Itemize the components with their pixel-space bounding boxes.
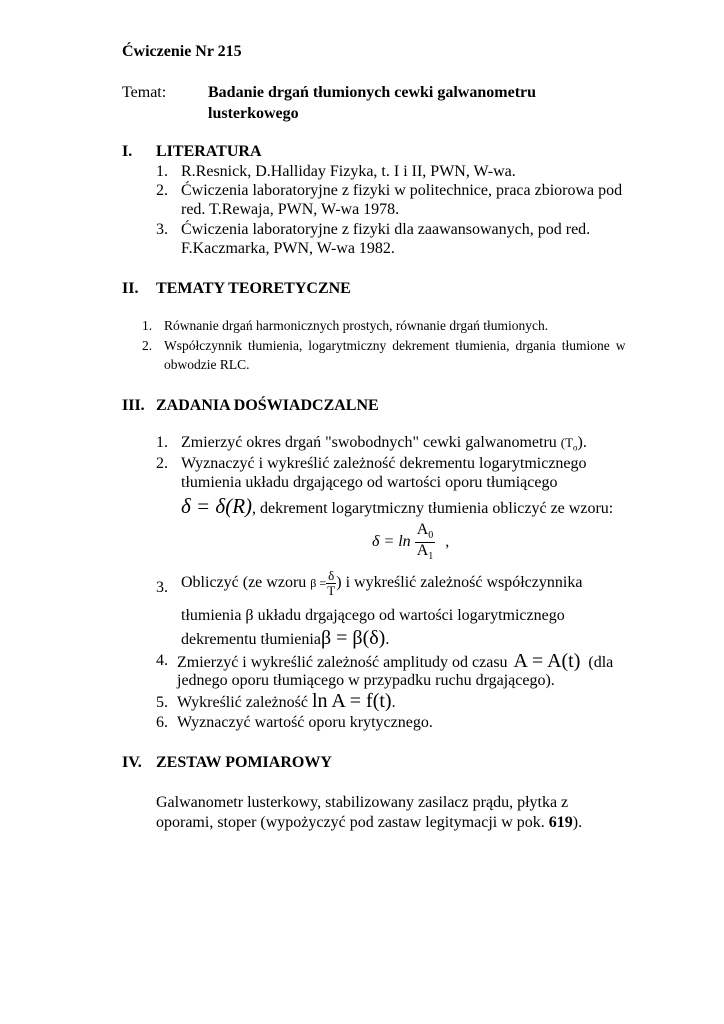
task-1-end: ). bbox=[577, 434, 587, 451]
task-2-line-3 bbox=[181, 494, 613, 519]
beta-fraction-numerator: δ bbox=[328, 568, 335, 583]
theory-item-1-number: 1. bbox=[142, 318, 153, 333]
task-5-end: . bbox=[391, 694, 396, 711]
task-3-end: . bbox=[385, 631, 390, 648]
denominator-sub: 1 bbox=[428, 550, 434, 562]
task-2-number: 2. bbox=[156, 455, 168, 472]
ln-amplitude-formula: ln A = f(t) bbox=[311, 690, 392, 712]
theory-item-2-line-2: obwodzie RLC. bbox=[164, 357, 250, 372]
delta-of-r-formula: δ = δ(R) bbox=[181, 494, 253, 518]
beta-equals: β = bbox=[310, 575, 327, 590]
log-decrement-equation bbox=[372, 522, 449, 562]
beta-fraction bbox=[326, 569, 336, 597]
task-4-line-2: jednego oporu tłumiącego w przypadku ruchu drgającego). bbox=[177, 672, 555, 689]
task-6: Wyznaczyć wartość oporu krytycznego. bbox=[177, 714, 433, 731]
literature-item-3-line-2: F.Kaczmarka, PWN, W-wa 1982. bbox=[181, 240, 395, 257]
task-3-post: ) i wykreślić zależność współczynnika bbox=[336, 573, 583, 591]
task-3-line-3 bbox=[181, 627, 389, 650]
denominator-symbol: A bbox=[416, 541, 429, 559]
section-3-number: III. bbox=[122, 397, 145, 414]
task-1 bbox=[181, 434, 587, 453]
period-symbol-sub: o bbox=[573, 442, 578, 453]
task-1-number: 1. bbox=[156, 434, 168, 451]
period-symbol-main: (T bbox=[560, 435, 574, 450]
literature-item-2-line-1: Ćwiczenia laboratoryjne z fizyki w politechnice, praca zbiorowa pod bbox=[181, 182, 623, 199]
literature-item-1: R.Resnick, D.Halliday Fizyka, t. I i II, PWN, W-wa. bbox=[181, 163, 516, 180]
task-4-post: (dla bbox=[588, 654, 614, 671]
literature-item-2-line-2: red. T.Rewaja, PWN, W-wa 1978. bbox=[181, 201, 400, 218]
amplitude-ratio-fraction bbox=[415, 522, 436, 562]
equipment-line-2-text: oporami, stoper (wypożyczyć pod zastaw legitymacji w pok. bbox=[156, 814, 545, 831]
equipment-line-2 bbox=[156, 814, 582, 832]
task-3-line-3-text: dekrementu tłumienia bbox=[181, 631, 321, 648]
period-symbol bbox=[560, 435, 578, 453]
theory-item-2-number: 2. bbox=[142, 338, 153, 353]
topic-line-2: lusterkowego bbox=[208, 105, 299, 122]
literature-item-1-number: 1. bbox=[156, 163, 168, 180]
task-5-number: 5. bbox=[156, 694, 168, 711]
section-3-title: ZADANIA DOŚWIADCZALNE bbox=[156, 397, 379, 414]
topic-label: Temat: bbox=[122, 84, 167, 101]
section-1-title: LITERATURA bbox=[156, 143, 262, 160]
section-2-number: II. bbox=[122, 280, 139, 297]
fraction-denominator bbox=[415, 543, 436, 563]
task-2-line-2: tłumienia układu drgającego od wartości oporu tłumiącego bbox=[181, 474, 558, 491]
beta-fraction-denominator: T bbox=[327, 582, 336, 598]
numerator-symbol: A bbox=[416, 521, 429, 538]
task-5-pre: Wykreślić zależność bbox=[177, 694, 308, 711]
numerator-sub: 0 bbox=[428, 530, 434, 542]
task-4-number: 4. bbox=[156, 652, 168, 669]
equation-left: δ = ln bbox=[372, 532, 411, 550]
task-3-line-2: tłumienia β układu drgającego od wartości logarytmicznego bbox=[181, 607, 565, 624]
topic-line-1: Badanie drgań tłumionych cewki galwanometru bbox=[208, 84, 537, 101]
beta-of-delta-formula: β = β(δ) bbox=[320, 627, 386, 649]
section-4-number: IV. bbox=[122, 754, 142, 771]
task-3-pre: Obliczyć (ze wzoru bbox=[181, 573, 307, 591]
task-4-line-1 bbox=[177, 650, 613, 673]
theory-item-2-line-1: Współczynnik tłumienia, logarytmiczny dekrement tłumienia, drgania tłumione w bbox=[164, 338, 626, 353]
exercise-title: Ćwiczenie Nr 215 bbox=[122, 43, 242, 60]
literature-item-2-number: 2. bbox=[156, 182, 168, 199]
section-1-number: I. bbox=[122, 143, 133, 160]
theory-item-1: Równanie drgań harmonicznych prostych, równanie drgań tłumionych. bbox=[164, 318, 549, 333]
equipment-line-1: Galwanometr lusterkowy, stabilizowany zasilacz prądu, płytka z bbox=[156, 794, 569, 811]
task-2-line-1: Wyznaczyć i wykreślić zależność dekrementu logarytmicznego bbox=[181, 455, 587, 472]
literature-item-3-line-1: Ćwiczenia laboratoryjne z fizyki dla zaawansowanych, pod red. bbox=[181, 221, 591, 238]
task-3-number: 3. bbox=[156, 579, 168, 596]
section-2-title: TEMATY TEORETYCZNE bbox=[156, 280, 351, 297]
amplitude-time-formula: A = A(t) bbox=[513, 650, 581, 672]
task-2-after-formula: , dekrement logarytmiczny tłumienia obliczyć ze wzoru: bbox=[252, 500, 614, 517]
equation-end: , bbox=[445, 532, 450, 550]
equipment-line-2-end: ). bbox=[572, 814, 583, 831]
literature-item-3-number: 3. bbox=[156, 221, 168, 238]
task-3-line-1 bbox=[181, 569, 582, 597]
room-number: 619 bbox=[548, 814, 573, 831]
task-4-pre: Zmierzyć i wykreślić zależność amplitudy od czasu bbox=[177, 654, 508, 671]
fraction-numerator bbox=[415, 522, 436, 543]
task-5 bbox=[177, 690, 396, 713]
section-4-title: ZESTAW POMIAROWY bbox=[156, 754, 332, 771]
task-1-text: Zmierzyć okres drgań "swobodnych" cewki galwanometru bbox=[181, 434, 557, 451]
task-6-number: 6. bbox=[156, 714, 168, 731]
